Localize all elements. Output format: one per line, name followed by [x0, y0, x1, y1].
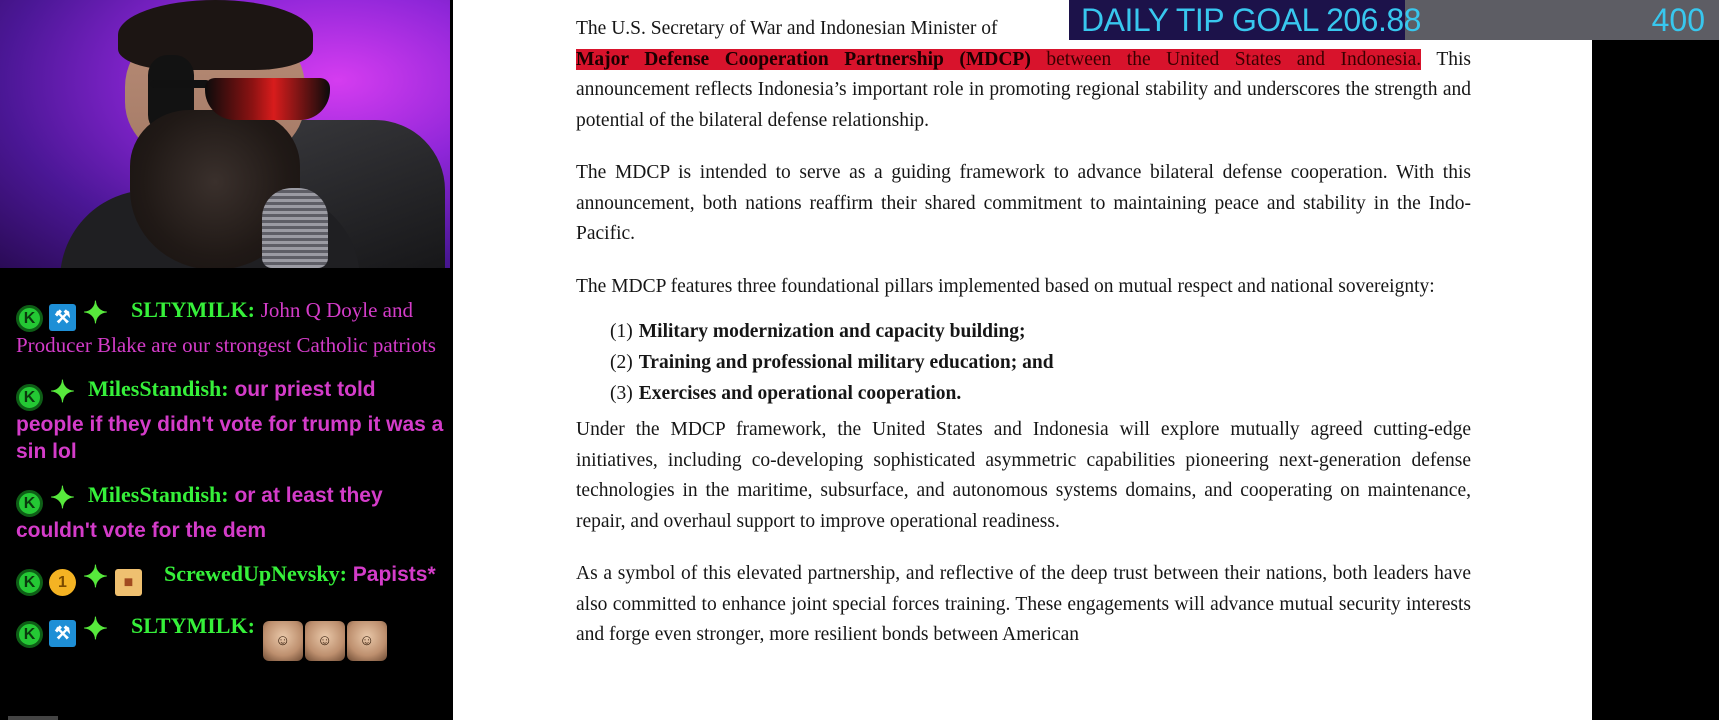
list-item-number: (3) [610, 383, 633, 404]
gold-badge-icon: 1 [49, 569, 76, 596]
document-body [576, 14, 1471, 673]
kick-badge-icon: K [16, 490, 43, 517]
chat-username[interactable]: MilesStandish: [88, 376, 229, 401]
chat-message [16, 296, 444, 359]
tip-goal-current: 206.88 [1326, 2, 1421, 38]
chat-username[interactable]: ScrewedUpNevsky: [164, 561, 347, 586]
highlighted-text [576, 49, 1421, 70]
laughing-face-emote: ☺ [347, 621, 387, 661]
tip-goal-target: 400 [1651, 2, 1705, 38]
glasses-strap [150, 80, 210, 88]
laughing-face-emote: ☺ [305, 621, 345, 661]
kick-badge-icon: K [16, 305, 43, 332]
chat-text: or at least they couldn't vote for the dem [16, 484, 383, 542]
sparkle-icon: ✦ [49, 482, 76, 515]
chat-text: John Q Doyle and Producer Blake are our strongest Catholic patriots [16, 298, 436, 357]
list-item-text: Exercises and operational cooperation. [638, 383, 962, 404]
highlighted-bold-term: Major Defense Cooperation Partnership (MDCP) [576, 48, 1031, 70]
chat-text: Papists* [352, 563, 436, 586]
kick-badge-icon: K [16, 569, 43, 596]
list-item [610, 378, 1471, 409]
chat-username[interactable]: SLTYMILK: [131, 613, 255, 638]
list-item [610, 316, 1471, 347]
page-margin-dark [1592, 0, 1719, 720]
pillars-list [610, 316, 1471, 409]
gift-icon: ■ [115, 569, 142, 596]
streamer-hair [118, 0, 313, 70]
highlighted-rest: between the United States and Indonesia. [1030, 48, 1422, 70]
sparkle-icon: ✦ [82, 297, 109, 330]
list-item-text: Training and professional military education; and [638, 352, 1054, 373]
webcam-feed [0, 0, 450, 268]
chat-message [16, 375, 444, 465]
document-page [453, 0, 1592, 720]
tip-goal-label [1081, 0, 1421, 40]
moderator-icon: ⚒ [49, 304, 76, 331]
list-item [610, 347, 1471, 378]
sparkle-icon: ✦ [49, 376, 76, 409]
paragraph-5: As a symbol of this elevated partnership, and reflective of the deep trust between their nations, both leaders have also committed to enhance joint special forces training. These engagements will advance mutual security interests and forge even stronger, more resilient bonds between American [576, 563, 1471, 645]
chat-username[interactable]: SLTYMILK: [131, 297, 255, 322]
sparkle-icon: ✦ [82, 613, 109, 646]
sunglasses [205, 78, 330, 120]
kick-badge-icon: K [16, 621, 43, 648]
list-item-text: Military modernization and capacity building; [638, 321, 1026, 342]
paragraph-1-rest: This announcement reflects Indonesia’s important role in promoting regional stability and underscores the strength and potential of the bilateral defense relationship. [576, 48, 1471, 131]
chat-text: our priest told people if they didn't vote for trump it was a sin lol [16, 378, 444, 463]
list-item-number: (2) [610, 352, 633, 373]
paragraph-4: Under the MDCP framework, the United States and Indonesia will explore mutually agreed cutting-edge initiatives, including co-developing sophisticated asymmetric capabilities pioneering next-generation defense technologies in the maritime, subsurface, and autonomous systems domains, and cooperating on maintenance, repair, and overhaul support to improve operational readiness. [576, 419, 1471, 532]
chat-panel [0, 268, 450, 720]
paragraph-1-lead: The U.S. Secretary of War and Indonesian Minister of [576, 18, 998, 39]
kick-badge-icon: K [16, 384, 43, 411]
tip-goal-title: DAILY TIP GOAL [1081, 2, 1318, 38]
chat-username[interactable]: MilesStandish: [88, 482, 229, 507]
laughing-face-emote: ☺ [263, 621, 303, 661]
paragraph-3: The MDCP features three foundational pillars implemented based on mutual respect and national sovereignty: [576, 275, 1435, 297]
moderator-icon: ⚒ [49, 620, 76, 647]
chat-message [16, 481, 444, 544]
sparkle-icon: ✦ [82, 561, 109, 594]
chat-scrollbar[interactable] [8, 716, 58, 720]
list-item-number: (1) [610, 321, 633, 342]
microphone-icon [262, 188, 328, 268]
chat-message [16, 612, 444, 661]
paragraph-2: The MDCP is intended to serve as a guiding framework to advance bilateral defense cooperation. With this announcement, both nations reaffirm their shared commitment to maintaining peace and stability in the Indo-Pacific. [576, 162, 1471, 244]
chat-message [16, 560, 444, 596]
